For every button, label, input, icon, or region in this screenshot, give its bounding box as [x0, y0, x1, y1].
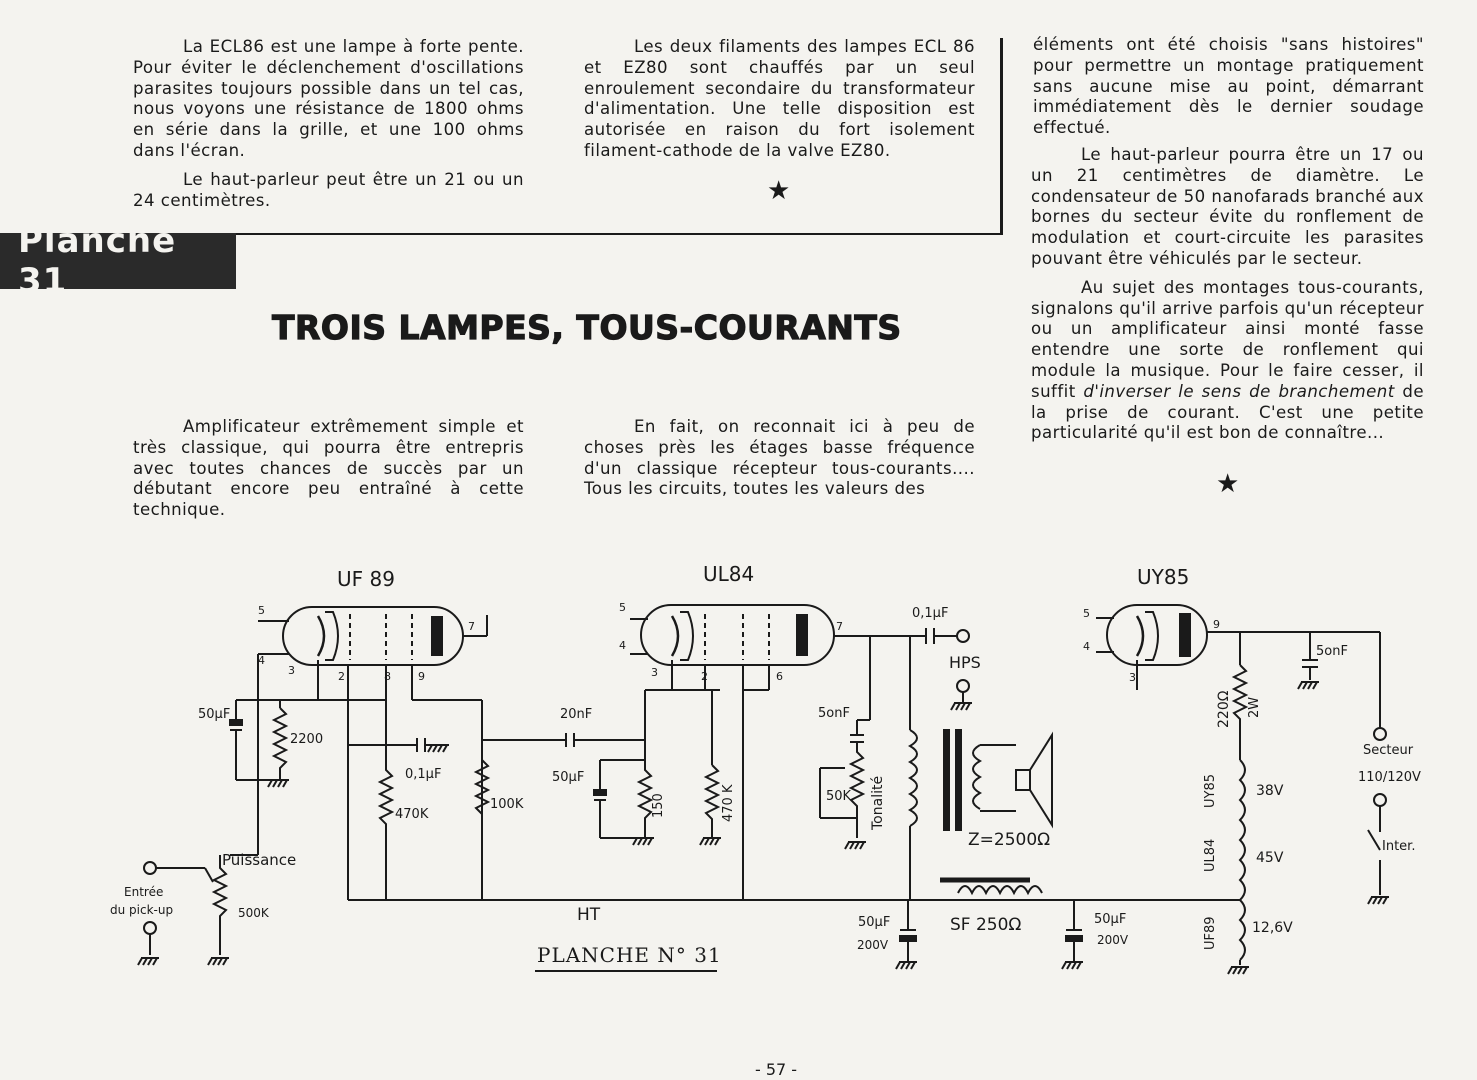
- svg-text:4: 4: [1083, 640, 1090, 653]
- svg-text:Secteur: Secteur: [1363, 743, 1414, 758]
- svg-text:200V: 200V: [857, 938, 889, 952]
- svg-text:3: 3: [651, 666, 658, 679]
- planche-label: Planche 31: [18, 221, 177, 301]
- svg-text:0,1µF: 0,1µF: [912, 606, 949, 621]
- star-ornament-icon: ★: [767, 176, 791, 206]
- article-title: TROIS LAMPES, TOUS-COURANTS: [272, 308, 902, 347]
- caption-underline: [535, 970, 717, 972]
- svg-text:4: 4: [258, 654, 265, 667]
- svg-text:3: 3: [288, 664, 295, 677]
- svg-text:500K: 500K: [238, 906, 269, 920]
- svg-text:110/120V: 110/120V: [1358, 770, 1421, 785]
- svg-text:Tonalité: Tonalité: [870, 775, 886, 830]
- svg-text:5onF: 5onF: [1316, 644, 1348, 659]
- svg-text:6: 6: [776, 670, 783, 683]
- svg-text:Entrée: Entrée: [124, 885, 164, 899]
- svg-text:du pick-up: du pick-up: [110, 903, 174, 917]
- svg-text:20nF: 20nF: [560, 707, 593, 722]
- svg-text:50µF: 50µF: [198, 707, 231, 722]
- svg-text:UY85: UY85: [1203, 774, 1218, 808]
- paragraph: Amplificateur extrêmement simple et très classique, qui pourra être entrepris avec toutes chances de succès par un débutant encore peu entraîné à cette technique.: [133, 417, 524, 520]
- svg-text:50µF: 50µF: [552, 770, 585, 785]
- svg-text:470 K: 470 K: [721, 784, 736, 822]
- svg-text:HT: HT: [577, 905, 601, 925]
- svg-text:7: 7: [468, 620, 475, 633]
- tube-uf89: [283, 607, 463, 665]
- svg-text:9: 9: [1213, 618, 1220, 631]
- svg-text:HPS: HPS: [949, 653, 981, 672]
- svg-text:2: 2: [338, 670, 345, 683]
- svg-text:UF89: UF89: [1203, 916, 1218, 950]
- tube-label: UL84: [703, 562, 755, 586]
- svg-text:50µF: 50µF: [858, 915, 891, 930]
- tube-ul84: [641, 605, 834, 665]
- emphasis: d'inverser le sens de branchement: [1083, 381, 1395, 401]
- svg-text:3: 3: [1129, 671, 1136, 684]
- figure-caption: PLANCHE N° 31: [537, 943, 722, 967]
- svg-text:SF 250Ω: SF 250Ω: [950, 915, 1022, 935]
- svg-text:50K: 50K: [826, 789, 852, 804]
- svg-text:45V: 45V: [1256, 850, 1284, 866]
- svg-text:Inter.: Inter.: [1382, 839, 1416, 854]
- paragraph: Le haut-parleur pourra être un 17 ou un 21 centimètres de diamètre. Le condensateur de 50 nanofarads branché aux bornes du secteur évite du ronflement de modulation et court-circuite les parasites pouvant être véhiculés par le secteur.: [1031, 145, 1424, 268]
- svg-text:12,6V: 12,6V: [1252, 920, 1293, 936]
- svg-text:Z=2500Ω: Z=2500Ω: [968, 830, 1051, 850]
- svg-text:50µF: 50µF: [1094, 912, 1127, 927]
- paragraph: La ECL86 est une lampe à forte pente. Pour éviter le déclenchement d'oscillations parasites toujours possible dans un tel cas, nous voyons une résistance de 1800 ohms en série dans la grille, et une 100 ohms dans l'écran.: [133, 37, 524, 160]
- tube-label: UY85: [1137, 565, 1190, 589]
- svg-text:5onF: 5onF: [818, 706, 850, 721]
- svg-text:38V: 38V: [1256, 783, 1284, 799]
- svg-text:150: 150: [651, 793, 666, 818]
- paragraph: Au sujet des montages tous-courants, signalons qu'il arrive parfois qu'un récepteur ou un amplificateur ainsi monté fasse entendre une sorte de ronflement qui module la musique. Pour le faire cesser, il suffit d'inverser le sens de branchement de la prise de courant. C'est une petite particularité qu'il est bon de connaître...: [1031, 277, 1424, 443]
- svg-text:2W: 2W: [1247, 696, 1262, 718]
- paragraph: éléments ont été choisis "sans histoires" pour permettre un montage pratiquement sans aucune mise au point, démarrant immédiatement dès le dernier soudage effectué.: [1033, 35, 1424, 138]
- svg-text:7: 7: [836, 620, 843, 633]
- svg-text:4: 4: [619, 639, 626, 652]
- svg-text:5: 5: [619, 601, 626, 614]
- tube-uy85: [1107, 605, 1207, 665]
- svg-text:0,1µF: 0,1µF: [405, 767, 442, 782]
- svg-text:8: 8: [384, 670, 391, 683]
- paragraph: Le haut-parleur peut être un 21 ou un 24 centimètres.: [133, 169, 524, 210]
- tube-label: UF 89: [337, 567, 395, 591]
- svg-text:2: 2: [701, 670, 708, 683]
- star-ornament-icon: ★: [1216, 469, 1240, 499]
- svg-text:5: 5: [1083, 607, 1090, 620]
- paragraph: Les deux filaments des lampes ECL 86 et EZ80 sont chauffés par un seul enroulement secondaire du transformateur d'alimentation. Une telle disposition est autorisée en raison du fort isolement filament-cathode de la valve EZ80.: [584, 37, 975, 160]
- svg-text:100K: 100K: [490, 797, 524, 812]
- page-number: - 57 -: [755, 1060, 798, 1079]
- svg-text:9: 9: [418, 670, 425, 683]
- paragraph: En fait, on reconnait ici à peu de choses près les étages basse fréquence d'un classique récepteur tous-courants.... Tous les circuits, toutes les valeurs des: [584, 417, 975, 499]
- svg-text:200V: 200V: [1097, 933, 1129, 947]
- svg-text:5: 5: [258, 604, 265, 617]
- svg-text:UL84: UL84: [1203, 838, 1218, 872]
- svg-text:Puissance: Puissance: [222, 851, 297, 869]
- svg-text:470K: 470K: [395, 807, 429, 822]
- svg-text:2200: 2200: [290, 732, 324, 747]
- svg-text:220Ω: 220Ω: [1216, 690, 1232, 728]
